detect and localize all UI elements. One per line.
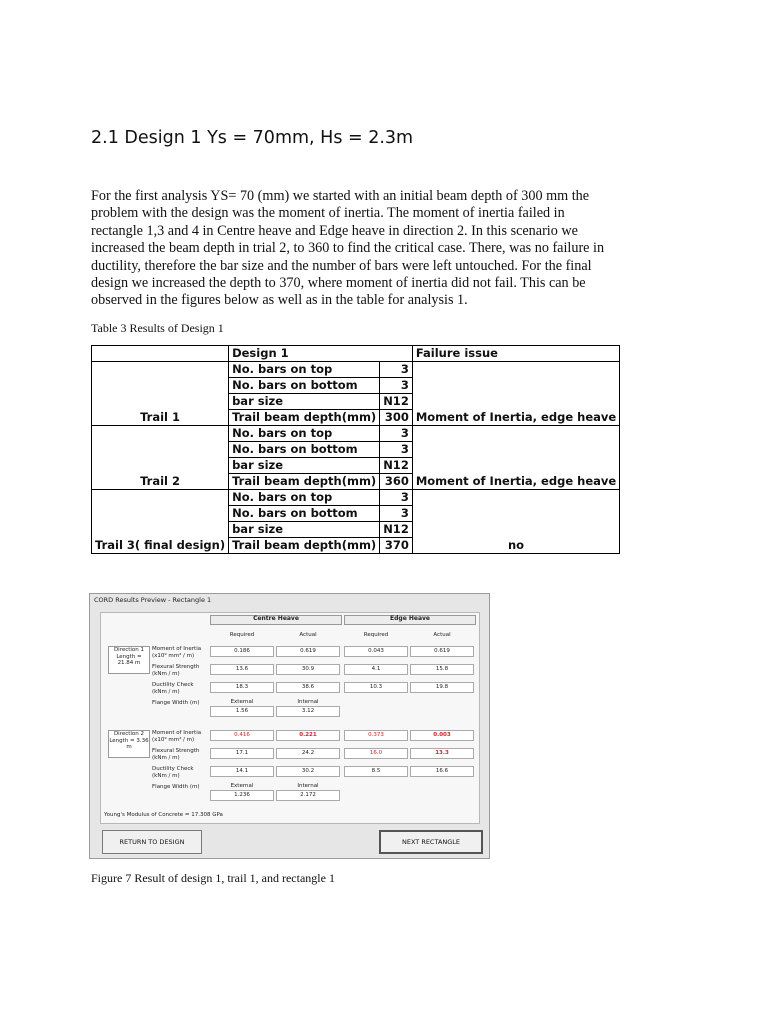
parameter-cell: No. bars on bottom: [229, 442, 380, 458]
figure-caption: Figure 7 Result of design 1, trail 1, and rectangle 1: [91, 871, 335, 885]
parameter-cell: Trail beam depth(mm): [229, 410, 380, 426]
d1-flex-edge-actual: 15.8: [410, 664, 474, 675]
results-table: [91, 345, 620, 554]
youngs-modulus-text: Young's Modulus of Concrete = 17.308 GPa: [104, 812, 223, 818]
window-title: CORD Results Preview - Rectangle 1: [94, 596, 212, 604]
d2-internal-header: Internal: [297, 783, 319, 789]
edge-heave-header: Edge Heave: [344, 615, 476, 625]
value-cell: 360: [380, 474, 413, 490]
value-cell: 370: [380, 538, 413, 554]
d2-duct-centre-required: 14.1: [210, 766, 274, 777]
d1-moi-edge-actual: 0.619: [410, 646, 474, 657]
parameter-cell: No. bars on bottom: [229, 506, 380, 522]
value-cell: N12: [380, 522, 413, 538]
failure-cell: Moment of Inertia, edge heave: [412, 426, 619, 490]
d1-flange-label: Flange Width (m): [152, 700, 200, 706]
d1-moi-label: Moment of Inertia (x10⁹ mm⁴ / m): [152, 646, 202, 659]
edge-actual-header: Actual: [433, 632, 451, 638]
failure-cell: Moment of Inertia, edge heave: [412, 362, 619, 426]
value-cell: 3: [380, 490, 413, 506]
parameter-cell: Trail beam depth(mm): [229, 474, 380, 490]
direction-2-label: Direction 2 Length = 3.36 m: [108, 730, 150, 758]
value-cell: 3: [380, 506, 413, 522]
trial-label: Trail 2: [92, 426, 229, 490]
return-to-design-button[interactable]: RETURN TO DESIGN: [102, 830, 202, 854]
centre-actual-header: Actual: [299, 632, 317, 638]
value-cell: 3: [380, 426, 413, 442]
edge-required-header: Required: [363, 632, 389, 638]
parameter-cell: No. bars on bottom: [229, 378, 380, 394]
parameter-cell: bar size: [229, 394, 380, 410]
d2-moi-centre-required: 0.416: [210, 730, 274, 741]
centre-required-header: Required: [229, 632, 255, 638]
d1-flex-centre-required: 13.6: [210, 664, 274, 675]
d1-flange-internal: 3.12: [276, 706, 340, 717]
header-empty: [92, 346, 229, 362]
table-caption: Table 3 Results of Design 1: [91, 321, 224, 335]
parameter-cell: bar size: [229, 458, 380, 474]
d2-flange-external: 1.236: [210, 790, 274, 801]
d2-moi-edge-actual: 0.003: [410, 730, 474, 741]
value-cell: N12: [380, 394, 413, 410]
d1-duct-edge-required: 10.3: [344, 682, 408, 693]
d2-moi-label: Moment of Inertia (x10⁹ mm⁴ / m): [152, 730, 202, 743]
table-row: [92, 490, 620, 506]
table-header-row: [92, 346, 620, 362]
d2-flange-label: Flange Width (m): [152, 784, 200, 790]
direction-1-label: Direction 1 Length = 21.84 m: [108, 646, 150, 674]
d2-moi-edge-required: 0.373: [344, 730, 408, 741]
parameter-cell: bar size: [229, 522, 380, 538]
trial-label: Trail 1: [92, 362, 229, 426]
d1-moi-centre-required: 0.186: [210, 646, 274, 657]
d2-duct-edge-required: 8.5: [344, 766, 408, 777]
trial-label: Trail 3( final design): [92, 490, 229, 554]
centre-heave-header: Centre Heave: [210, 615, 342, 625]
value-cell: 3: [380, 442, 413, 458]
value-cell: 300: [380, 410, 413, 426]
d2-flex-centre-actual: 24.2: [276, 748, 340, 759]
d2-flex-edge-required: 16.0: [344, 748, 408, 759]
table-row: [92, 426, 620, 442]
d2-duct-edge-actual: 16.6: [410, 766, 474, 777]
d2-duct-centre-actual: 30.2: [276, 766, 340, 777]
failure-cell: no: [412, 490, 619, 554]
next-rectangle-button[interactable]: NEXT RECTANGLE: [379, 830, 483, 854]
d1-flex-centre-actual: 30.9: [276, 664, 340, 675]
section-heading: 2.1 Design 1 Ys = 70mm, Hs = 2.3m: [91, 128, 414, 148]
body-paragraph: For the first analysis YS= 70 (mm) we started with an initial beam depth of 300 mm the problem with the design was the moment of inertia. The moment of inertia failed in rectangle 1,3 and 4 in Centre heave and Edge heave in direction 2. In this scenario we increased the beam depth in trial 2, to 360 to find the critical case. There, was no failure in ductility, therefore the bar size and the number of bars were left untouched. For the final design we increased the depth to 370, where moment of inertia did not fail. This can be observed in the figures below as well as in the table for analysis 1.: [91, 188, 605, 309]
parameter-cell: No. bars on top: [229, 426, 380, 442]
d2-flex-label: Flexural Strength (kNm / m): [152, 748, 200, 761]
d1-moi-edge-required: 0.043: [344, 646, 408, 657]
value-cell: N12: [380, 458, 413, 474]
header-failure: Failure issue: [412, 346, 619, 362]
d1-duct-centre-actual: 38.6: [276, 682, 340, 693]
d2-flex-edge-actual: 13.3: [410, 748, 474, 759]
d1-duct-centre-required: 18.3: [210, 682, 274, 693]
d1-flange-external: 1.56: [210, 706, 274, 717]
d1-moi-centre-actual: 0.619: [276, 646, 340, 657]
d2-external-header: External: [230, 783, 254, 789]
value-cell: 3: [380, 362, 413, 378]
d1-flex-edge-required: 4.1: [344, 664, 408, 675]
header-design: Design 1: [229, 346, 413, 362]
d2-flange-internal: 2.172: [276, 790, 340, 801]
value-cell: 3: [380, 378, 413, 394]
parameter-cell: No. bars on top: [229, 362, 380, 378]
d1-internal-header: Internal: [297, 699, 319, 705]
cord-results-window: [89, 593, 490, 859]
d2-moi-centre-actual: 0.221: [276, 730, 340, 741]
d1-flex-label: Flexural Strength (kNm / m): [152, 664, 200, 677]
d2-duct-label: Ductility Check (kNm / m): [152, 766, 194, 779]
d2-flex-centre-required: 17.1: [210, 748, 274, 759]
parameter-cell: Trail beam depth(mm): [229, 538, 380, 554]
d1-duct-label: Ductility Check (kNm / m): [152, 682, 194, 695]
table-row: [92, 362, 620, 378]
d1-duct-edge-actual: 19.8: [410, 682, 474, 693]
d1-external-header: External: [230, 699, 254, 705]
parameter-cell: No. bars on top: [229, 490, 380, 506]
